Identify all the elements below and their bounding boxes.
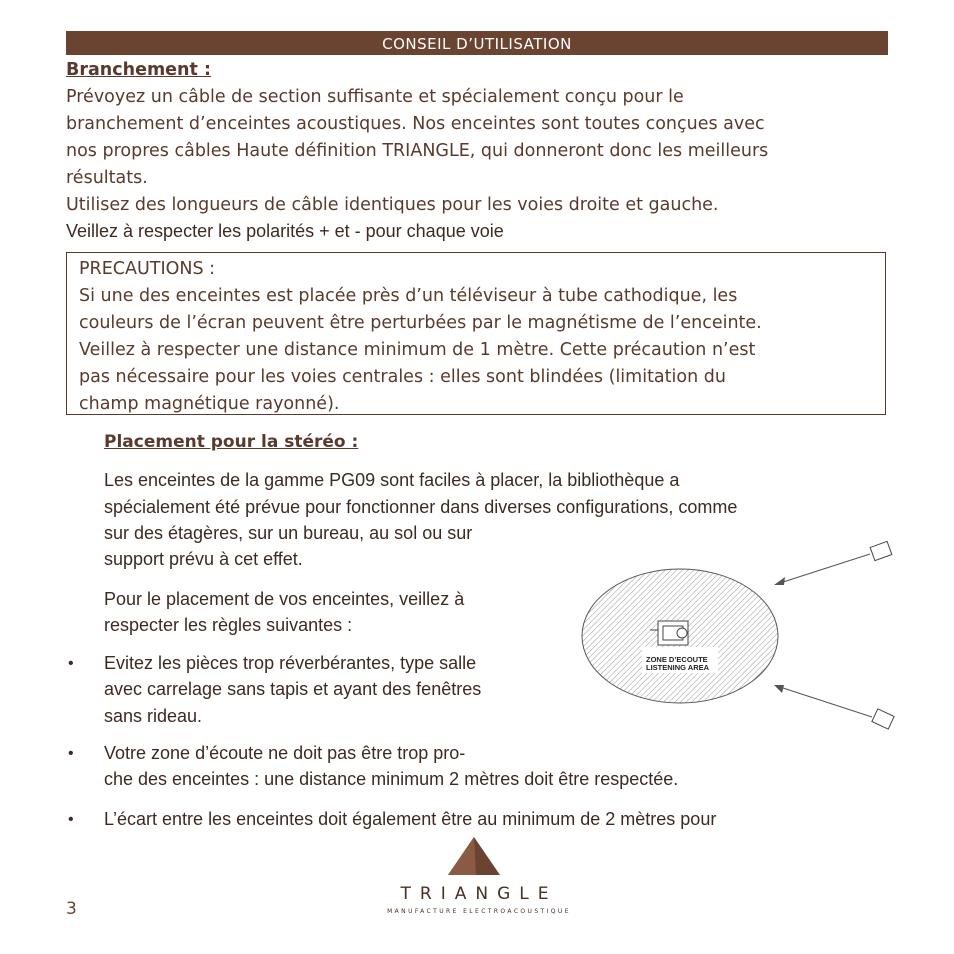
bullet2-line: Votre zone d’écoute ne doit pas être trop pro- (104, 743, 466, 763)
bullet-marker: • (68, 811, 74, 828)
branchement-line: résultats. (66, 168, 148, 188)
branchement-line: branchement d’enceintes acoustiques. Nos enceintes sont toutes conçues avec (66, 114, 765, 134)
zone-label-fr: ZONE D’ECOUTE (646, 655, 708, 664)
precautions-line: champ magnétique rayonné). (79, 394, 340, 414)
branchement-line: Prévoyez un câble de section suffisante et spécialement conçu pour le (66, 87, 684, 107)
placement-intro-line: spécialement été prévue pour fonctionner dans diverses configurations, comme (104, 497, 738, 517)
placement-rules-line: Pour le placement de vos enceintes, veillez à (104, 589, 465, 609)
zone-label-en: LISTENING AREA (646, 663, 710, 672)
bullet1-line: Evitez les pièces trop réverbérantes, type salle (104, 653, 477, 673)
page-number: 3 (66, 899, 77, 919)
section-header-bar (66, 31, 888, 55)
speaker-top (774, 541, 892, 585)
brand-subtitle: MANUFACTURE ELECTROACOUSTIQUE (387, 908, 571, 915)
precautions-line: pas nécessaire pour les voies centrales : elles sont blindées (limitation du (79, 367, 726, 387)
precautions-line: Veillez à respecter une distance minimum de 1 mètre. Cette précaution n’est (79, 340, 756, 360)
placement-rules-line: respecter les règles suivantes : (104, 615, 353, 635)
speaker-bottom (774, 685, 894, 729)
brand-wordmark: TRIANGLE (400, 884, 558, 904)
precautions-heading: PRECAUTIONS : (79, 259, 216, 279)
branchement-line: Utilisez des longueurs de câble identiques pour les voies droite et gauche. (66, 195, 719, 215)
listening-area-diagram (570, 535, 900, 740)
branchement-heading: Branchement : (66, 60, 211, 80)
precautions-line: couleurs de l’écran peuvent être perturbées par le magnétisme de l’enceinte. (79, 313, 762, 333)
triangle-logo-icon (446, 835, 502, 877)
bullet-marker: • (68, 745, 74, 762)
placement-intro-line: sur des étagères, sur un bureau, au sol ou sur (104, 523, 473, 543)
placement-heading: Placement pour la stéréo : (104, 432, 359, 452)
bullet1-line: avec carrelage sans tapis et ayant des fenêtres (104, 679, 482, 699)
bullet1-line: sans rideau. (104, 706, 203, 726)
bullet3-line: L’écart entre les enceintes doit également être au minimum de 2 mètres pour (104, 809, 717, 829)
bullet2-line: che des enceintes : une distance minimum 2 mètres doit être respectée. (104, 769, 679, 789)
placement-intro-line: support prévu à cet effet. (104, 549, 303, 569)
bullet-marker: • (68, 655, 74, 672)
polarity-line: Veillez à respecter les polarités + et - pour chaque voie (66, 221, 504, 241)
precautions-line: Si une des enceintes est placée près d’un téléviseur à tube cathodique, les (79, 286, 738, 306)
section-title: CONSEIL D’UTILISATION (382, 35, 572, 53)
branchement-line: nos propres câbles Haute définition TRIANGLE, qui donneront donc les meilleurs (66, 141, 769, 161)
placement-intro-line: Les enceintes de la gamme PG09 sont faciles à placer, la bibliothèque a (104, 470, 680, 490)
